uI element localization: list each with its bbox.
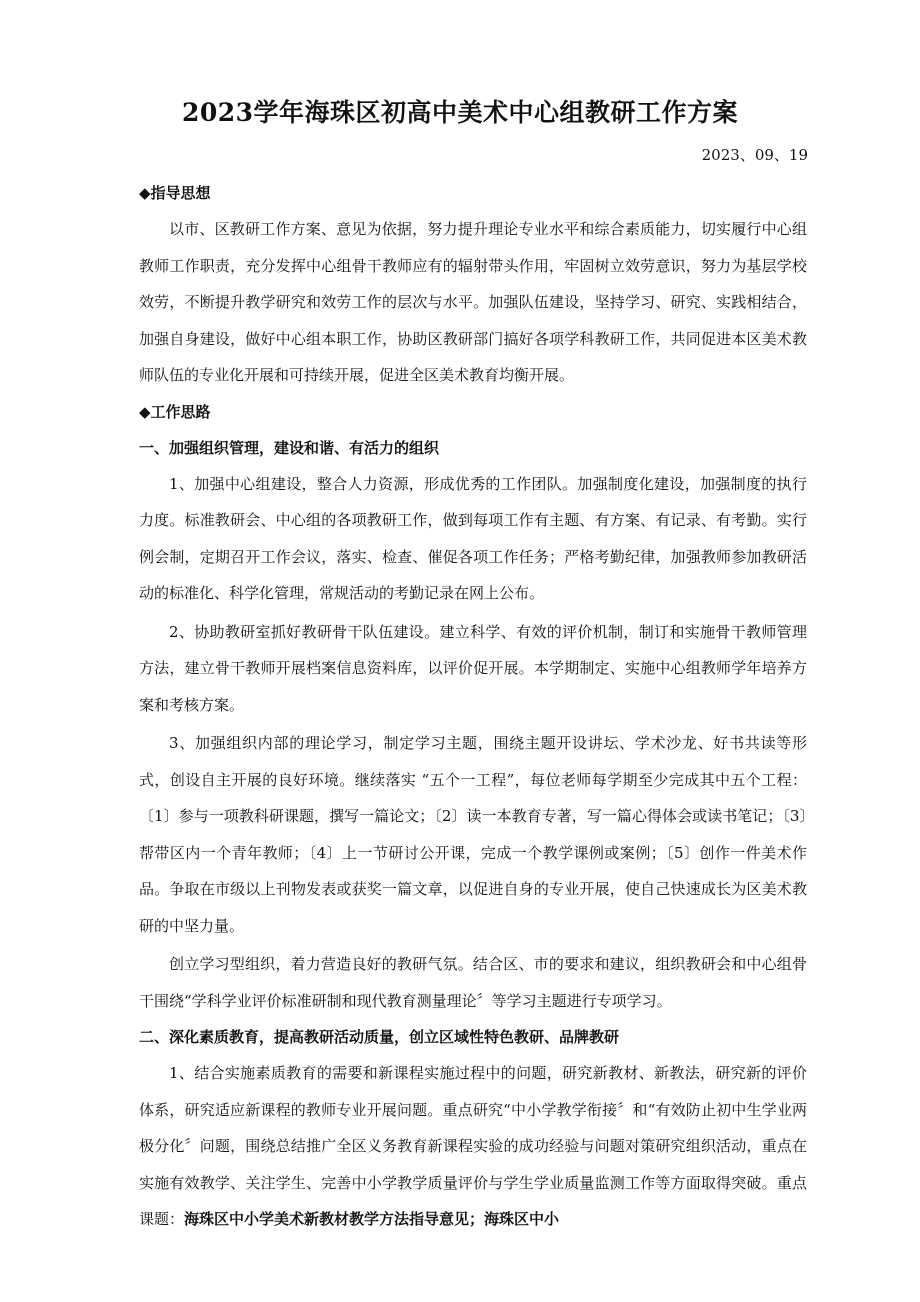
section-heading-guiding-ideology: ◆指导思想 — [139, 184, 211, 202]
paragraph-quality-item-1 — [139, 1055, 807, 1238]
key-topic-text: 海珠区中小学美术新教材教学方法指导意见；海珠区中小 — [184, 1210, 560, 1228]
section-heading-work-approach: ◆工作思路 — [139, 402, 211, 421]
paragraph-guiding-ideology: 以市、区教研工作方案、意见为依据，努力提升理论专业水平和综合素质能力，切实履行中心组教师工作职责，充分发挥中心组骨干教师应有的辐射带头作用，牢固树立效劳意识，努力为基层学校效劳，不断提升教学研究和效劳工作的层次与水平。加强队伍建设，坚持学习、研究、实践相结合，加强自身建设，做好中心组本职工作，协助区教研部门搞好各项学科教研工作，共同促进本区美术教师队伍的专业化开展和可持续开展，促进全区美术教育均衡开展。 — [139, 220, 807, 384]
paragraph-learning-organization: 创立学习型组织，着力营造良好的教研气氛。结合区、市的要求和建议，组织教研会和中心组骨干围绕“学科学业评价标准研制和现代教育测量理论〞等学习主题进行专项学习。 — [139, 955, 807, 1010]
document-body — [139, 175, 807, 1238]
paragraph-item-3: 3、加强组织内部的理论学习，制定学习主题，围绕主题开设讲坛、学术沙龙、好书共读等形式，创设自主开展的良好环境。继续落实 “五个一工程”，每位老师每学期至少完成其中五个工程：〔1〕参与一项教科研课题，撰写一篇论文；〔2〕读一本教育专著，写一篇心得体会或读书笔记；〔3〕帮带区内一个青年教师；〔4〕上一节研讨公开课，完成一个教学课例或案例；〔5〕创作一件美术作品。争取在市级以上刊物发表或获奖一篇文章，以促进自身的专业开展，使自己快速成长为区美术教研的中坚力量。 — [139, 734, 807, 935]
subheading-quality-education: 二、深化素质教育，提高教研活动质量，创立区域性特色教研、品牌教研 — [139, 1028, 620, 1046]
document-date: 2023、09、19 — [701, 146, 808, 164]
subheading-organization-management: 一、加强组织管理，建设和谐、有活力的组织 — [139, 438, 440, 457]
paragraph-item-2: 2、协助教研室抓好教研骨干队伍建设。建立科学、有效的评价机制，制订和实施骨干教师管理方法，建立骨干教师开展档案信息资料库，以评价促开展。本学期制定、实施中心组教师学年培养方案和考核方案。 — [139, 622, 807, 714]
document-title: 2023学年海珠区初高中美术中心组教研工作方案 — [181, 98, 739, 127]
paragraph-item-1: 1、加强中心组建设，整合人力资源，形成优秀的工作团队。加强制度化建设，加强制度的执行力度。标准教研会、中心组的各项教研工作，做到每项工作有主题、有方案、有记录、有考勤。实行例会制，定期召开工作会议，落实、检查、催促各项工作任务；严格考勤纪律，加强教师参加教研活动的标准化、科学化管理，常规活动的考勤记录在网上公布。 — [139, 474, 807, 602]
paragraph-text: 1、结合实施素质教育的需要和新课程实施过程中的问题，研究新教材、新教法，研究新的评价体系，研究适应新课程的教师专业开展问题。重点研究“中小学教学衔接〞和“有效防止初中生学业两极分化〞问题，围绕总结推广全区义务教育新课程实验的成功经验与问题对策研究组织活动，重点在实施有效教学、关注学生、完善中小学教学质量评价与学生学业质量监测工作等方面取得突破。重点课题： — [139, 1064, 807, 1228]
